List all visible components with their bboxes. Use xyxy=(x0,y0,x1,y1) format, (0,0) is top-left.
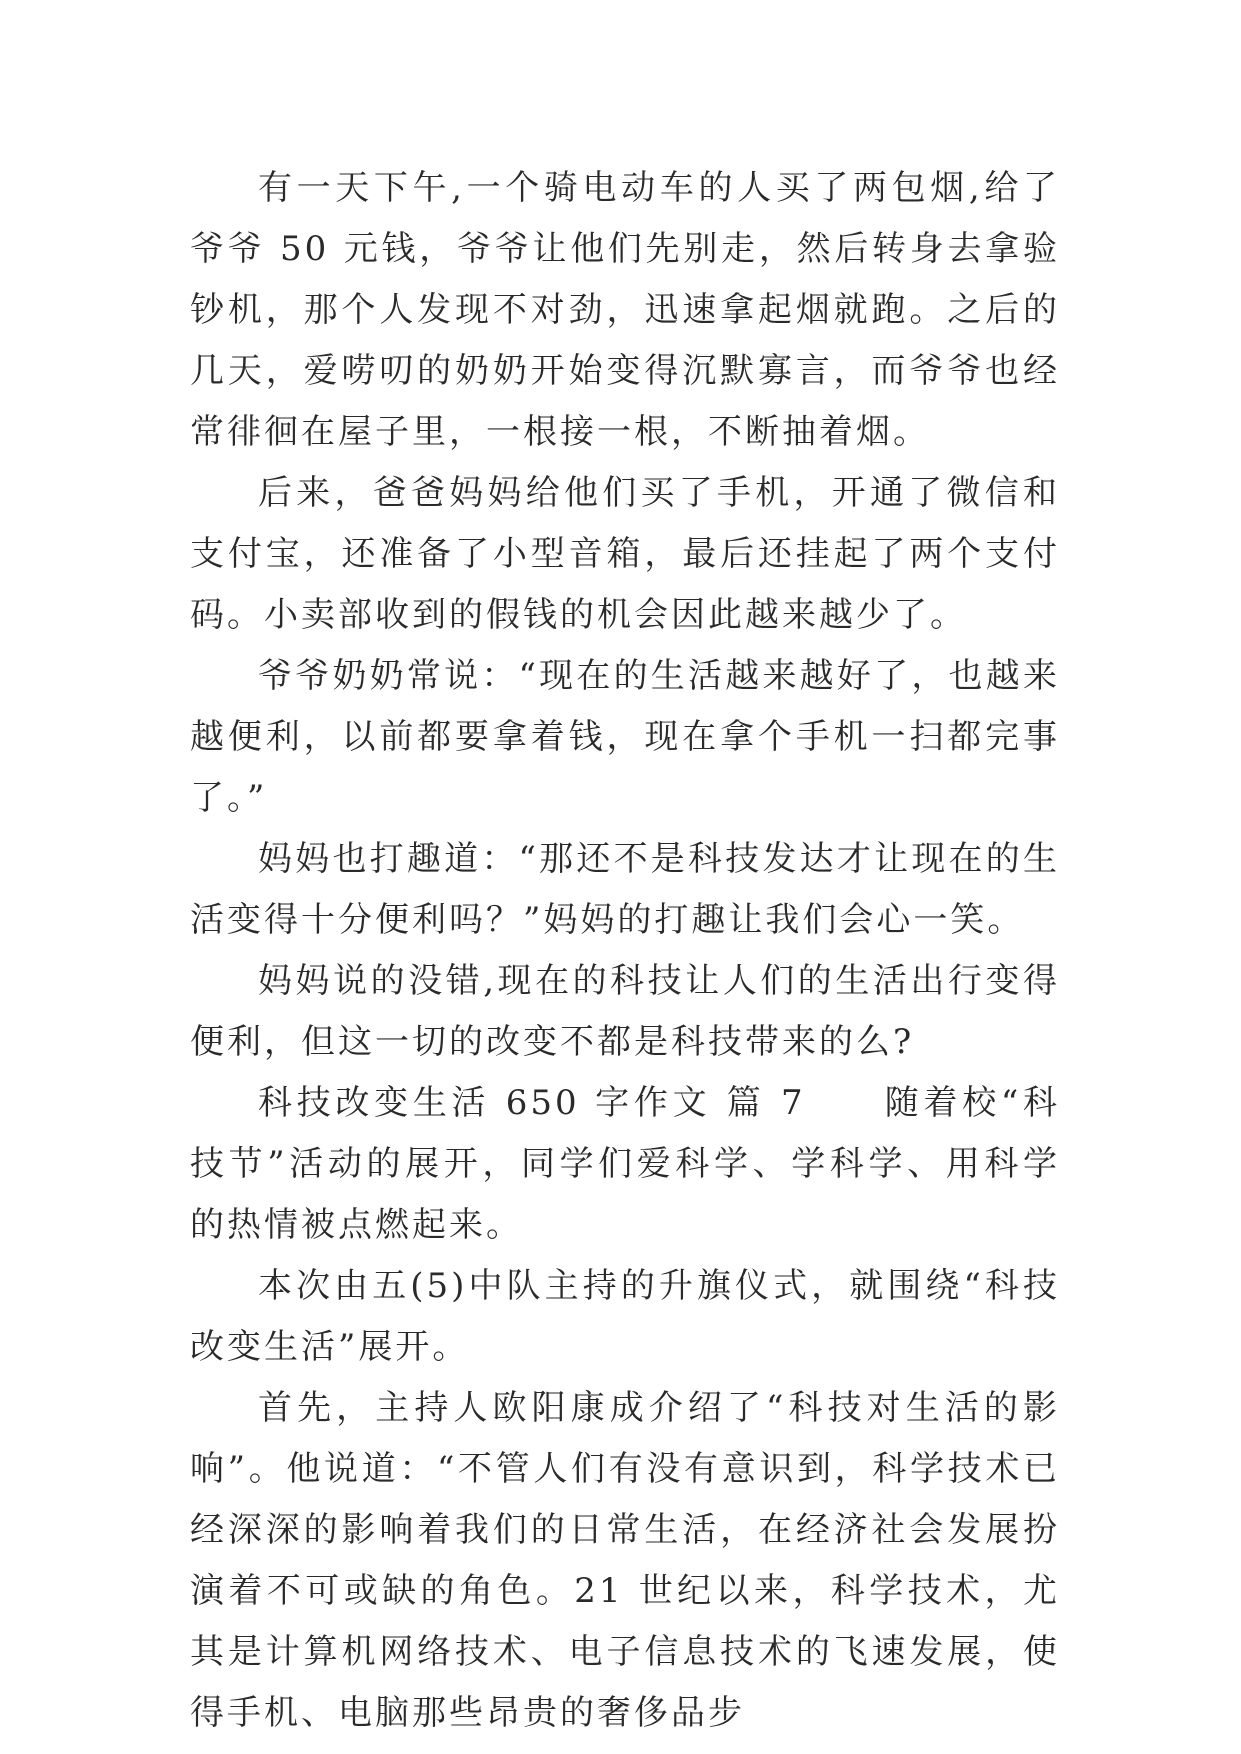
document-body xyxy=(190,158,1060,1744)
paragraph-5: 妈妈说的没错,现在的科技让人们的生活出行变得便利，但这一切的改变不都是科技带来的么? xyxy=(190,961,1060,1062)
paragraph-2: 后来，爸爸妈妈给他们买了手机，开通了微信和支付宝，还准备了小型音箱，最后还挂起了两个支付码。小卖部收到的假钱的机会因此越来越少了。 xyxy=(190,473,1060,635)
paragraph-8: 首先，主持人欧阳康成介绍了“科技对生活的影响”。他说道：“不管人们有没有意识到，科学技术已经深深的影响着我们的日常生活，在经济社会发展扮演着不可或缺的角色。21 世纪以来，科学技术，尤其是计算机网络技术、电子信息技术的飞速发展，使得手机、电脑那些昂贵的奢侈品步 xyxy=(190,1388,1060,1733)
paragraph-3: 爷爷奶奶常说：“现在的生活越来越好了，也越来越便利，以前都要拿着钱，现在拿个手机一扫都完事了。” xyxy=(190,656,1060,818)
paragraph-1: 有一天下午,一个骑电动车的人买了两包烟,给了爷爷 50 元钱，爷爷让他们先别走，然后转身去拿验钞机，那个人发现不对劲，迅速拿起烟就跑。之后的几天，爱唠叨的奶奶开始变得沉默寡言，而爷爷也经常徘徊在屋子里，一根接一根，不断抽着烟。 xyxy=(190,168,1060,452)
paragraph-7: 本次由五(5)中队主持的升旗仪式，就围绕“科技改变生活”展开。 xyxy=(190,1266,1060,1367)
paragraph-6: 科技改变生活 650 字作文 篇 7 随着校“科技节”活动的展开，同学们爱科学、学科学、用科学的热情被点燃起来。 xyxy=(190,1083,1060,1245)
paragraph-4: 妈妈也打趣道：“那还不是科技发达才让现在的生活变得十分便利吗？”妈妈的打趣让我们会心一笑。 xyxy=(190,839,1060,940)
